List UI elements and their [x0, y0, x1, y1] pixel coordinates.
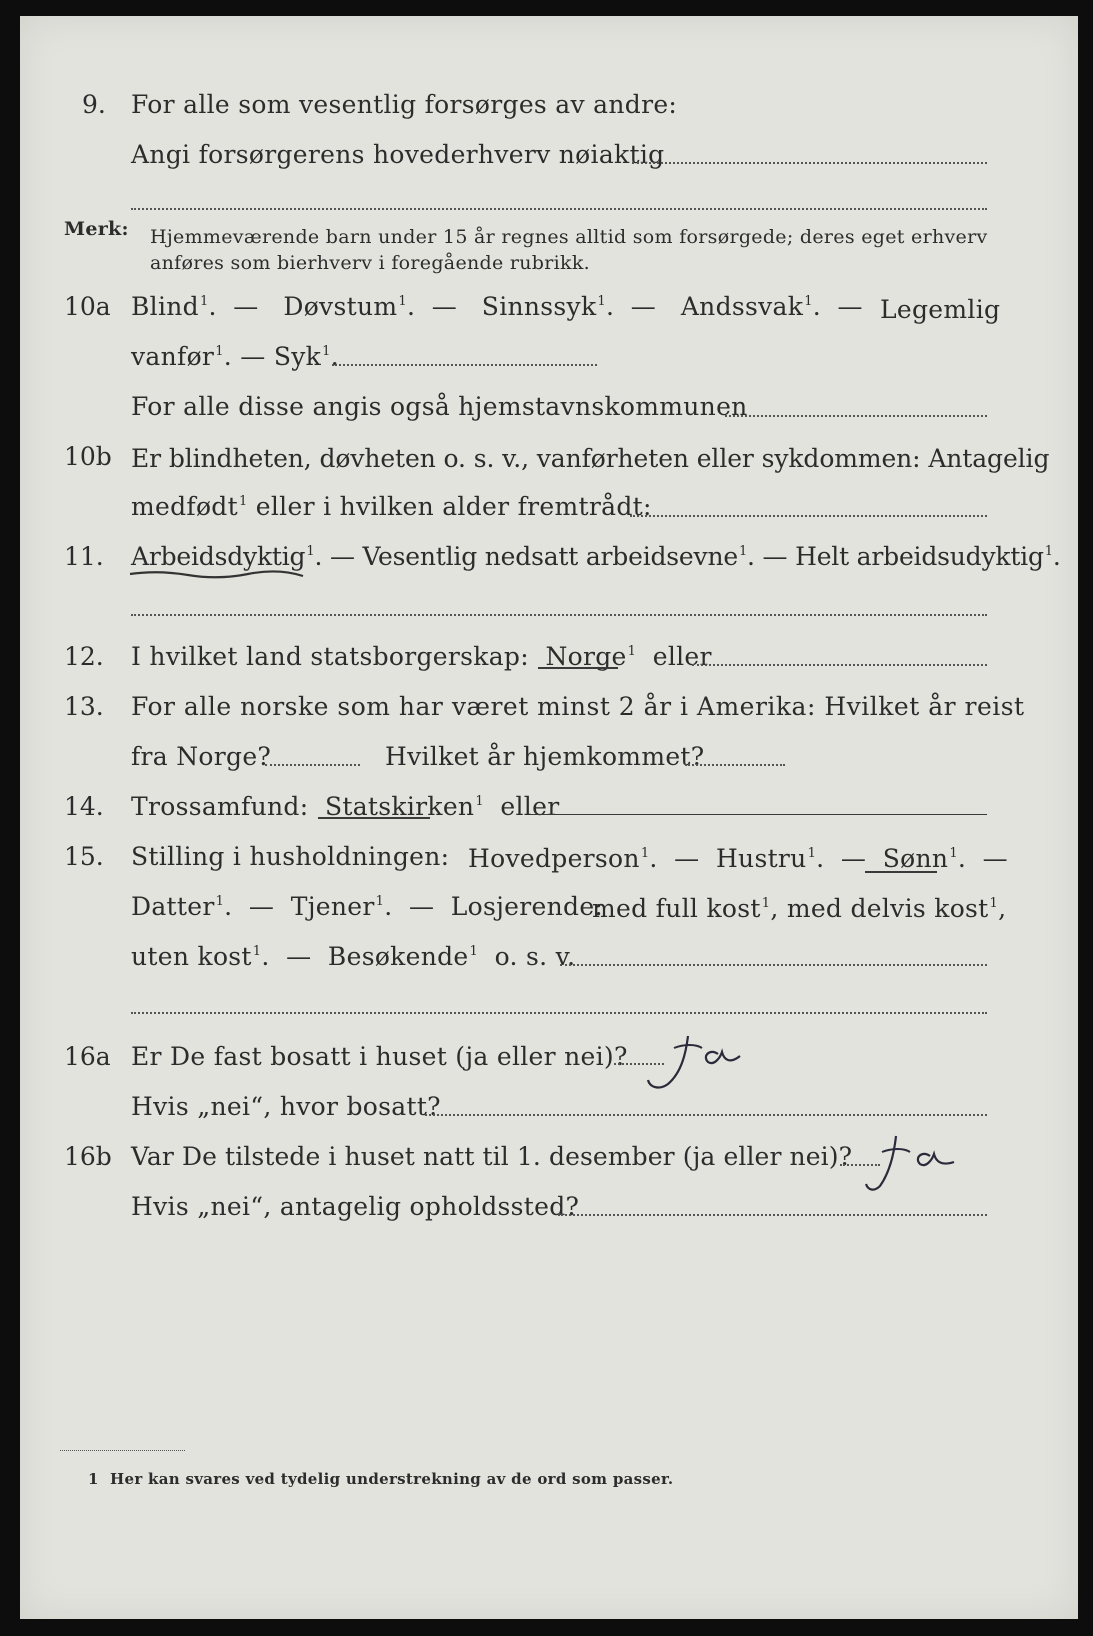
q12-number: 12.	[64, 642, 104, 671]
q16b-line2: Hvis „nei“, antagelig opholdssted?	[131, 1192, 580, 1221]
q15-opt-datter[interactable]: Datter	[131, 892, 215, 921]
q13-number: 13.	[64, 692, 104, 721]
q12-opt-norge[interactable]: Norge	[545, 642, 627, 671]
q10a-legemlig[interactable]: Legemlig	[880, 295, 1001, 324]
q10a-line2: vanfør$^1$. — Syk$^1$.	[131, 342, 339, 371]
merk-line2: anføres som bierhverv i foregående rubrikk.	[150, 252, 590, 274]
q10a-line1: Blind$^1$. — Døvstum$^1$. — Sinnssyk$^1$. — Andssvak$^1$. —	[131, 292, 863, 321]
q15-answer-line-2[interactable]	[131, 1012, 987, 1014]
q15-line1-opts: Hovedperson$^1$. — Hustru$^1$. — Sønn$^1$. —	[468, 844, 1008, 873]
q16a-number: 16a	[64, 1042, 111, 1071]
q15-line2: Datter$^1$. — Tjener$^1$. — Losjerende:	[131, 892, 604, 921]
q13-line2a: fra Norge?	[131, 742, 272, 771]
q15-text: Stilling i husholdningen:	[131, 842, 450, 871]
q13-reist-line[interactable]	[265, 764, 360, 766]
q10a-number: 10a	[64, 292, 111, 321]
q14-opt-statskirken[interactable]: Statskirken	[324, 792, 475, 821]
q11-opt-arbeidsdyktig[interactable]: Arbeidsdyktig	[131, 542, 306, 571]
q13-line2b: Hvilket år hjemkommet?	[385, 742, 705, 771]
q10a-opt-andssvak[interactable]: Andssvak	[680, 292, 804, 321]
q10b-answer-line[interactable]	[630, 515, 987, 517]
q10b-line2: medfødt$^1$ eller i hvilken alder fremtrådt:	[131, 492, 652, 521]
q15-opt-sonn[interactable]: Sønn	[882, 844, 949, 873]
q10a-opt-sinnssyk[interactable]: Sinnssyk	[481, 292, 597, 321]
q10a-syk-line[interactable]	[332, 364, 597, 366]
q15-opt-uten-kost[interactable]: uten kost	[131, 942, 252, 971]
q15-sonn-underline	[865, 871, 937, 873]
q10b-line1: Er blindheten, døvheten o. s. v., vanførheten eller sykdommen: Antagelig	[131, 444, 1050, 473]
q9-answer-line-2[interactable]	[131, 208, 987, 210]
q11-number: 11.	[64, 542, 104, 571]
q16a-handwritten-answer	[640, 1032, 750, 1094]
census-form-page	[20, 16, 1078, 1619]
q11-handwritten-underline	[128, 566, 308, 582]
q10b-number: 10b	[64, 442, 112, 471]
q15-opt-hovedperson[interactable]: Hovedperson	[468, 844, 640, 873]
q10a-opt-blind[interactable]: Blind	[131, 292, 199, 321]
q16a-answer-text: Ja	[640, 1032, 641, 1033]
q10a-hjemstavn-line[interactable]	[725, 415, 987, 417]
q9-number: 9.	[82, 90, 106, 119]
q13-hjemkommet-line[interactable]	[685, 764, 785, 766]
q16a-line2: Hvis „nei“, hvor bosatt?	[131, 1092, 441, 1121]
q11-opt-udyktig[interactable]: Helt arbeidsudyktig	[795, 542, 1044, 571]
q15-answer-line[interactable]	[560, 964, 987, 966]
merk-label: Merk:	[64, 218, 129, 240]
q16b-opholdssted-line[interactable]	[558, 1214, 987, 1216]
q14-number: 14.	[64, 792, 104, 821]
q14-line: Trossamfund: Statskirken$^1$ eller	[131, 792, 560, 821]
q15-opt-full-kost[interactable]: med full kost	[592, 894, 761, 923]
q16b-answer-text: Ja	[858, 1132, 859, 1133]
q15-line2-kost: med full kost$^1$, med delvis kost$^1$,	[592, 894, 1007, 923]
footnote-mark: 1	[88, 1470, 99, 1488]
q12-answer-line[interactable]	[692, 664, 987, 666]
footnote-separator	[60, 1450, 185, 1451]
q9-answer-line[interactable]	[632, 162, 987, 164]
merk-line1: Hjemmeværende barn under 15 år regnes alltid som forsørgede; deres eget erhverv	[150, 226, 988, 248]
q14-statskirken-underline	[318, 817, 430, 819]
q10a-opt-dovstum[interactable]: Døvstum	[283, 292, 398, 321]
footnote-text: Her kan svares ved tydelig understrekning av de ord som passer.	[110, 1470, 674, 1488]
q15-opt-delvis-kost[interactable]: med delvis kost	[786, 894, 989, 923]
q15-opt-besokende[interactable]: Besøkende	[327, 942, 469, 971]
q15-opt-hustru[interactable]: Hustru	[715, 844, 807, 873]
q10a-opt-syk[interactable]: Syk	[273, 342, 322, 371]
q12-line: I hvilket land statsborgerskap: Norge$^1$ eller	[131, 642, 712, 671]
q16b-handwritten-answer	[858, 1132, 968, 1196]
q11-opt-nedsatt[interactable]: Vesentlig nedsatt arbeidsevne	[362, 542, 738, 571]
q16b-number: 16b	[64, 1142, 112, 1171]
q14-answer-line[interactable]	[530, 814, 987, 815]
q15-number: 15.	[64, 842, 104, 871]
q9-line2: Angi forsørgerens hovederhverv nøiaktig	[131, 140, 665, 169]
q11-answer-line[interactable]	[131, 614, 987, 616]
q10b-opt-medfodt[interactable]: medfødt	[131, 492, 238, 521]
q15-opt-tjener[interactable]: Tjener	[290, 892, 375, 921]
q13-line1: For alle norske som har været minst 2 år i Amerika: Hvilket år reist	[131, 692, 1025, 721]
q9-line1: For alle som vesentlig forsørges av andre:	[131, 90, 678, 119]
q12-norge-underline	[538, 667, 618, 669]
q16b-line1: Var De tilstede i huset natt til 1. desember (ja eller nei)?	[131, 1142, 853, 1171]
q16a-bosatt-line[interactable]	[425, 1114, 987, 1116]
q16a-line1: Er De fast bosatt i huset (ja eller nei)?	[131, 1042, 628, 1071]
q10a-line3: For alle disse angis også hjemstavnskommunen	[131, 392, 748, 421]
q15-line3: uten kost$^1$. — Besøkende$^1$ o. s. v.	[131, 942, 576, 971]
q10a-opt-vanfor[interactable]: vanfør	[131, 342, 215, 371]
q11-line: Arbeidsdyktig$^1$. — Vesentlig nedsatt arbeidsevne$^1$. — Helt arbeidsudyktig$^1$.	[131, 542, 1061, 571]
